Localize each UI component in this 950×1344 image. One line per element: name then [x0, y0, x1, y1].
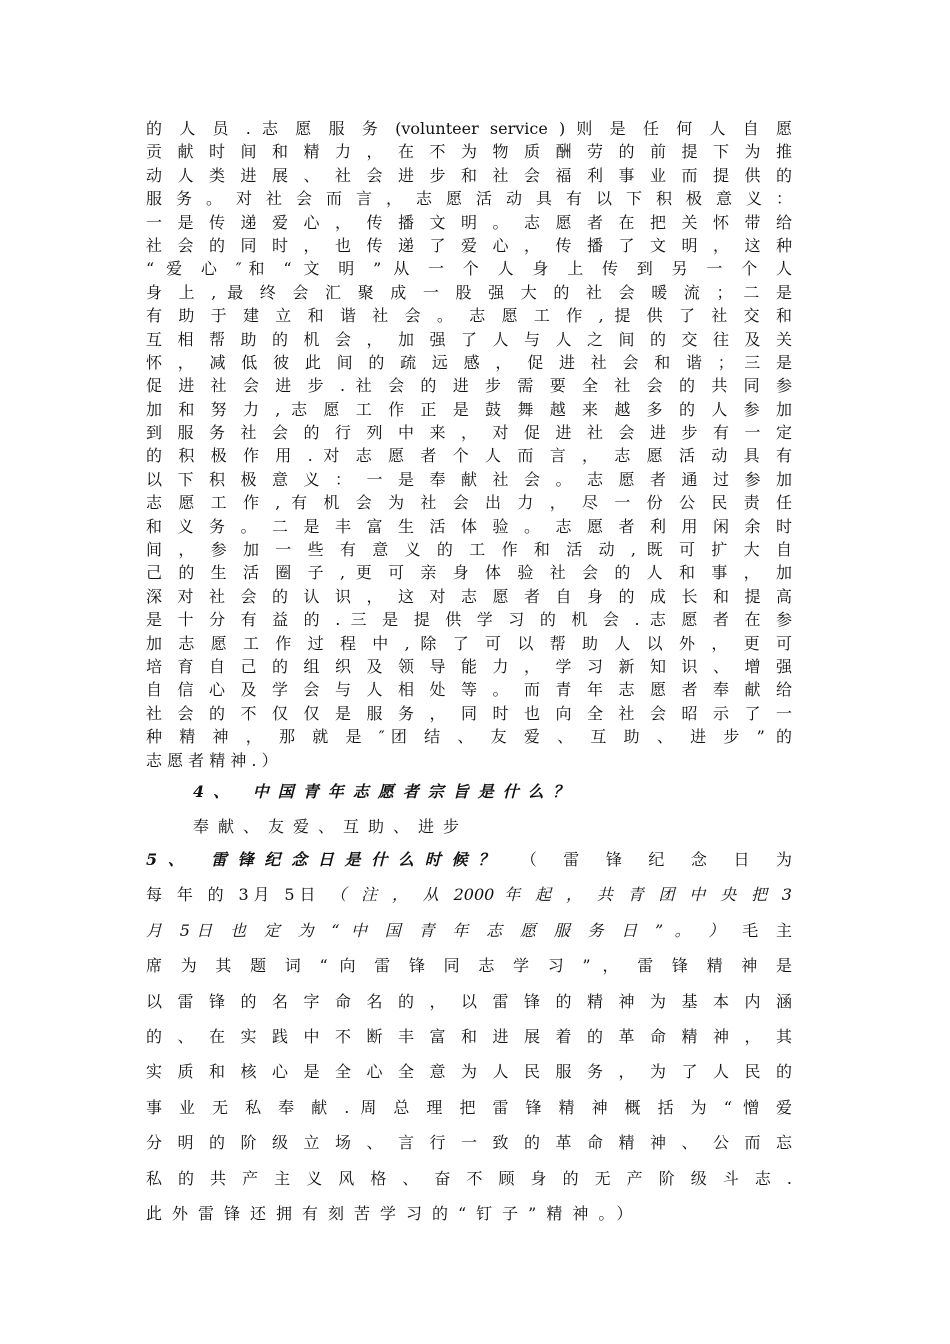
paragraph-line: 动 人 类 进 展 、 社 会 进 步 和 社 会 福 利 事 业 而 提 供 的: [146, 165, 792, 185]
paragraph-line: 的 人 员 . 志 愿 服 务 (volunteer service ) 则 是 任 何 人 自 愿: [146, 119, 792, 138]
question-5-line: 私 的 共 产 主 义 风 格 、 奋 不 顾 身 的 无 产 阶 级 斗 志 .: [146, 1168, 792, 1188]
question-5-inline-text: 毛 主: [730, 920, 792, 940]
paragraph-line: 间 ， 参 加 一 些 有 意 义 的 工 作 和 活 动 , 既 可 扩 大 自: [146, 540, 792, 560]
paragraph-line: 自 信 心 及 学 会 与 人 相 处 等 。 而 青 年 志 愿 者 奉 献 给: [146, 680, 792, 700]
question-5-line: 事 业 无 私 奉 献 . 周 总 理 把 雷 锋 精 神 概 括 为 “ 憎 爱: [146, 1097, 792, 1117]
paragraph-line: 志 愿 者 精 神 . ）: [146, 750, 278, 770]
question-5-line: [146, 842, 792, 877]
paragraph-line: 以 下 积 极 意 义 ： 一 是 奉 献 社 会 。 志 愿 者 通 过 参 加: [146, 469, 792, 489]
question-5-line: 实 质 和 核 心 是 全 心 全 意 为 人 民 服 务 ， 为 了 人 民 的: [146, 1062, 792, 1082]
paragraph-line: 怀 ， 减 低 彼 此 间 的 疏 远 感 ， 促 进 社 会 和 谐 ； 三 是: [146, 352, 792, 372]
question-5-line: 以 雷 锋 的 名 字 命 名 的 ， 以 雷 锋 的 精 神 为 基 本 内 涵: [146, 991, 792, 1011]
paragraph-line: 志 愿 工 作 , 有 机 会 为 社 会 出 力 ， 尽 一 份 公 民 责 任: [146, 493, 792, 513]
paragraph-line: 种 精 神 ， 那 就 是 ″团 结 、 友 爱 、 互 助 、 进 步 ” 的: [146, 727, 792, 747]
paragraph-line: 己 的 生 活 圈 子 , 更 可 亲 身 体 验 社 会 的 人 和 事 ， 加: [146, 563, 792, 583]
paragraph-line: 一 是 传 递 爱 心 ， 传 播 文 明 。 志 愿 者 在 把 关 怀 带 给: [146, 212, 792, 232]
paragraph-line: 到 服 务 社 会 的 行 列 中 来 ， 对 促 进 社 会 进 步 有 一 定: [146, 423, 792, 443]
question-5-block: [146, 842, 792, 1231]
question-5-line: 席 为 其 题 词 “ 向 雷 锋 同 志 学 习 ” ， 雷 锋 精 神 是: [146, 956, 792, 976]
question-5-note: （ 注 ， 从 2000 年 起 ， 共 青 团 中 央 把 3: [330, 885, 792, 905]
paragraph-line: 服 务 。 对 社 会 而 言 ， 志 愿 活 动 具 有 以 下 积 极 意 义 ：: [146, 189, 792, 209]
paragraph-line: 加 和 努 力 , 志 愿 工 作 正 是 鼓 舞 越 来 越 多 的 人 参 加: [146, 399, 792, 419]
paragraph-line: 有 助 于 建 立 和 谐 社 会 。 志 愿 工 作 , 提 供 了 社 交 和: [146, 306, 792, 326]
question-5-line: [146, 877, 792, 912]
question-5-line: 此外雷锋还拥有刻苦学习的“钉子”精神。）: [146, 1203, 643, 1223]
question-5-line: 分 明 的 阶 级 立 场 、 言 行 一 致 的 革 命 精 神 、 公 而 忘: [146, 1133, 792, 1153]
paragraph-line: 培 育 自 己 的 组 织 及 领 导 能 力 ， 学 习 新 知 识 、 增 强: [146, 656, 792, 676]
question-5-line: [146, 913, 792, 948]
paragraph-line: “ 爱 心 ″和 “ 文 明 ” 从 一 个 人 身 上 传 到 另 一 个 人: [146, 259, 792, 279]
paragraph-line: 身 上 , 最 终 会 汇 聚 成 一 股 强 大 的 社 会 暖 流 ； 二 是: [146, 282, 792, 302]
paragraph-line: 社 会 的 不 仅 仅 是 服 务 ， 同 时 也 向 全 社 会 昭 示 了 一: [146, 703, 792, 723]
paragraph-line: 是 十 分 有 益 的 . 三 是 提 供 学 习 的 机 会 . 志 愿 者 在 参: [146, 610, 792, 630]
question-5-line: 的 、 在 实 践 中 不 断 丰 富 和 进 展 着 的 革 命 精 神 ， 其: [146, 1026, 792, 1046]
paragraph-line: 加 志 愿 工 作 过 程 中 , 除 了 可 以 帮 助 人 以 外 ， 更 可: [146, 633, 792, 653]
paragraph-line: 和 义 务 。 二 是 丰 富 生 活 体 验 。 志 愿 者 利 用 闲 余 时: [146, 516, 792, 536]
paragraph-line: 社 会 的 同 时 ， 也 传 递 了 爱 心 ， 传 播 了 文 明 ， 这 种: [146, 235, 792, 255]
paragraph-line: 贡 献 时 间 和 精 力 ， 在 不 为 物 质 酬 劳 的 前 提 下 为 推: [146, 142, 792, 162]
paragraph-line: 深 对 社 会 的 认 识 ， 这 对 志 愿 者 自 身 的 成 长 和 提 高: [146, 586, 792, 606]
question-5-date: 每 年 的 3月 5日: [146, 885, 321, 905]
paragraph-line: 的 积 极 作 用 . 对 志 愿 者 个 人 而 言 ， 志 愿 活 动 具 有: [146, 446, 792, 466]
paragraph-line: 促 进 社 会 进 步 . 社 会 的 进 步 需 要 全 社 会 的 共 同 参: [146, 376, 792, 396]
volunteer-service-paragraph: [146, 117, 792, 772]
paragraph-line: 互 相 帮 助 的 机 会 ， 加 强 了 人 与 人 之 间 的 交 往 及 关: [146, 329, 792, 349]
question-4-heading: 4、 中国青年志愿者宗旨是什么？: [193, 782, 578, 801]
question-5-heading: 5、 雷锋纪念日是什么时候？: [146, 850, 505, 869]
question-5-note: 月 5日 也 定 为 “ 中 国 青 年 志 愿 服 务 日 ” 。 ）: [146, 920, 731, 940]
question-5-inline-text: （ 雷 锋 纪 念 日 为: [520, 850, 792, 869]
question-4-answer: 奉献、友爱、互助、进步: [193, 817, 469, 836]
